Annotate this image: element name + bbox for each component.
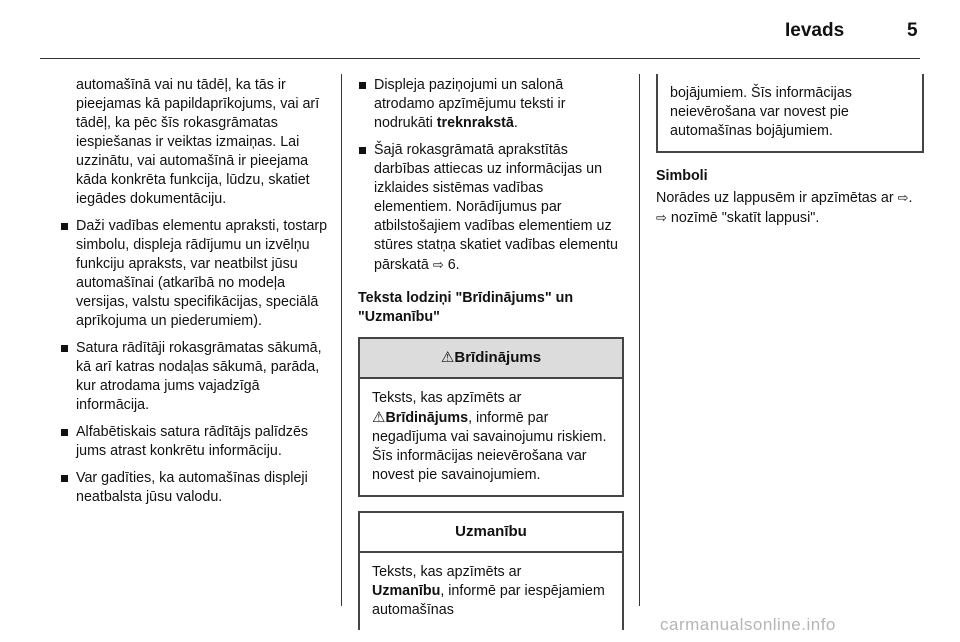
symbols-text: Norādes uz lappusēm ir apzīmētas ar (656, 190, 898, 206)
symbols-paragraph (656, 188, 924, 228)
caution-box-body (360, 553, 622, 630)
caution-box (358, 511, 624, 630)
bullet-item (60, 339, 328, 415)
warning-triangle-icon: ⚠ (372, 409, 386, 426)
caution-box-header: Uzmanību (360, 513, 622, 553)
bullet-text-end: . (513, 115, 518, 131)
caution-text-rest: , informē par iespējamiem automašīnas (372, 583, 605, 618)
bullet-item (60, 469, 328, 507)
page-reference-arrow-icon: ⇨ (897, 190, 909, 205)
square-bullet-icon (61, 345, 68, 352)
warning-triangle-icon: ⚠ (440, 349, 455, 366)
caution-term: Uzmanību (372, 583, 441, 599)
bullet-text: Šajā rokasgrāmatā aprakstītās darbības attiecas uz informācijas un izklaides sistēmas vadības elementiem. Norādījumus par atbilstošajiem vadības elementiem uz stūres statņa skatiet vadības elementu pārskatā (374, 142, 618, 273)
section-title: Ievads (785, 20, 845, 41)
bold-term: treknrakstā (436, 115, 514, 131)
square-bullet-icon (359, 82, 366, 89)
bullet-text: Satura rādītāji rokasgrāmatas sākumā, kā arī katras nodaļas sākumā, parāda, kur atrodama jums vajadzīgā informācija. (76, 340, 322, 413)
caution-text: Teksts, kas apzīmēts ar (372, 564, 522, 580)
warning-box (358, 337, 624, 497)
symbols-text-mid: . (908, 190, 913, 206)
page-reference[interactable]: 6 (447, 257, 456, 273)
caution-box-continued-body: bojājumiem. Šīs informācijas neievērošana var novest pie automašīnas bojājumiem. (670, 85, 852, 139)
page-reference-arrow-icon: ⇨ (656, 210, 667, 225)
warning-text: Teksts, kas apzīmēts ar (372, 390, 522, 406)
bullet-text: Alfabētiskais satura rādītājs palīdzēs jums atrast konkrētu informāciju. (76, 424, 309, 459)
column-1 (60, 76, 328, 515)
bullet-text-end: . (455, 257, 460, 273)
bullet-text: Var gadīties, ka automašīnas displeji neatbalsta jūsu valodu. (76, 470, 308, 505)
caution-box-continued (656, 74, 924, 153)
bullet-item (60, 217, 328, 331)
header-divider (40, 58, 920, 59)
continued-paragraph: automašīnā vai nu tādēļ, ka tās ir pieejamas kā papildaprīkojums, vai arī tādēļ, ka pēc šīs rokasgrāmatas iespiešanas ir veiktas izmaiņas. Lai uzzinātu, vai automašīnā ir pieejama kāda konkrēta funkcija, lūdzu, skatiet iegādes dokumentāciju. (76, 77, 320, 207)
section-subheading: Teksta lodziņi "Brīdinājums" un "Uzmanību" (358, 290, 574, 325)
symbols-heading: Simboli (656, 168, 708, 184)
symbols-text-end: nozīmē "skatīt lappusi". (666, 210, 820, 226)
bullet-item (358, 76, 624, 133)
column-2 (358, 76, 624, 630)
page-reference-arrow-icon: ⇨ (432, 257, 444, 272)
bullet-text: Displeja paziņojumi un salonā atrodamo apzīmējumu teksti ir nodrukāti (374, 77, 566, 131)
column-3 (656, 74, 924, 228)
column-divider-1 (341, 74, 342, 606)
warning-text-rest: , informē par negadījuma vai savainojumu riskiem. Šīs informācijas neievērošana var novest pie savainojumiem. (372, 410, 607, 483)
column-divider-2 (639, 74, 640, 606)
bullet-text: Daži vadības elementu apraksti, tostarp simbolu, displeja rādījumu un izvēlņu funkciju apraksts, var neatbilst jūsu automašīnai (atkarībā no modeļa versijas, valstu specifikācijas, speciālā aprīkojuma un piederumiem). (76, 218, 328, 329)
bullet-item (60, 423, 328, 461)
page-number: 5 (907, 20, 918, 41)
square-bullet-icon (61, 429, 68, 436)
warning-box-title: Brīdinājums (454, 349, 542, 366)
square-bullet-icon (61, 223, 68, 230)
bullet-item (358, 141, 624, 275)
warning-term: Brīdinājums (385, 410, 469, 426)
warning-box-header (360, 339, 622, 379)
square-bullet-icon (359, 147, 366, 154)
square-bullet-icon (61, 475, 68, 482)
watermark: carmanualsonline.info (660, 615, 836, 634)
warning-box-body (360, 379, 622, 495)
